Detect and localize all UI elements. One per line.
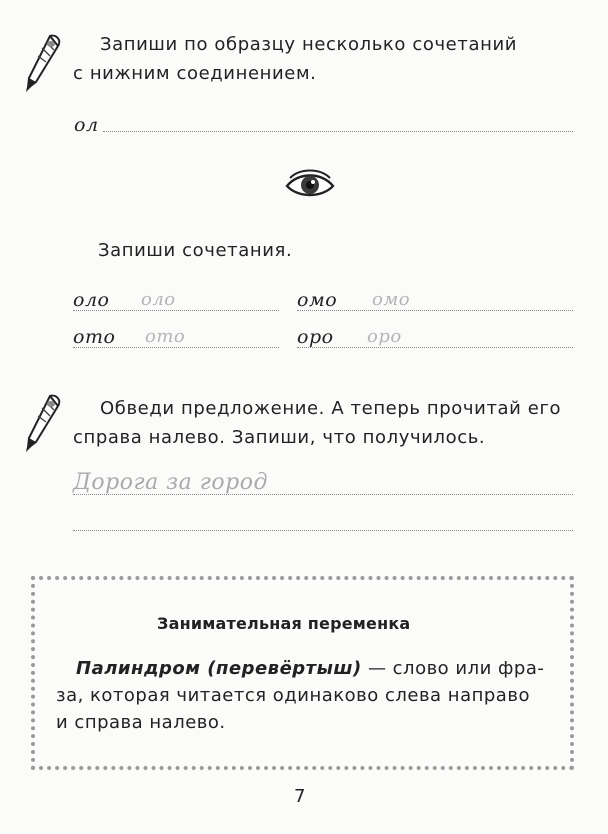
writing-line[interactable]	[73, 530, 573, 531]
writing-line[interactable]	[103, 131, 573, 132]
task1-line1: Запиши по образцу несколько сочетаний	[100, 34, 518, 55]
combo-trace[interactable]: ото	[145, 326, 186, 347]
box-title: Занимательная переменка	[157, 614, 411, 633]
pen-icon	[20, 392, 64, 454]
task1-line2: с нижним соединением.	[73, 63, 317, 84]
box-rest1: — слово или фра-	[361, 658, 545, 679]
box-line2: за, которая читается одинаково слева направо	[56, 685, 530, 706]
task3-line2: справа налево. Запиши, что получилось.	[73, 427, 486, 448]
page-number: 7	[294, 786, 306, 807]
writing-line[interactable]	[73, 494, 573, 495]
combo-sample: ото	[73, 326, 116, 348]
task3-line1: Обведи предложение. А теперь прочитай его	[100, 398, 562, 419]
box-line3: и справа налево.	[56, 712, 226, 733]
eye-icon	[284, 166, 336, 204]
task1-sample: ол	[74, 114, 99, 136]
combo-trace[interactable]: оро	[367, 326, 402, 347]
writing-line[interactable]	[297, 347, 573, 348]
writing-line[interactable]	[73, 310, 279, 311]
box-line1	[76, 655, 544, 682]
box-term: Палиндром (перевёртыш)	[76, 658, 362, 679]
combo-sample: оло	[73, 289, 110, 311]
writing-line[interactable]	[73, 347, 279, 348]
writing-line[interactable]	[297, 310, 573, 311]
combo-trace[interactable]: омо	[372, 289, 411, 310]
combo-sample: омо	[297, 289, 338, 311]
sentence-trace[interactable]: Дорога за город	[73, 470, 268, 495]
pen-icon	[20, 32, 64, 94]
task2-instruction: Запиши сочетания.	[98, 240, 293, 261]
combo-sample: оро	[297, 326, 334, 348]
combo-trace[interactable]: оло	[141, 289, 176, 310]
